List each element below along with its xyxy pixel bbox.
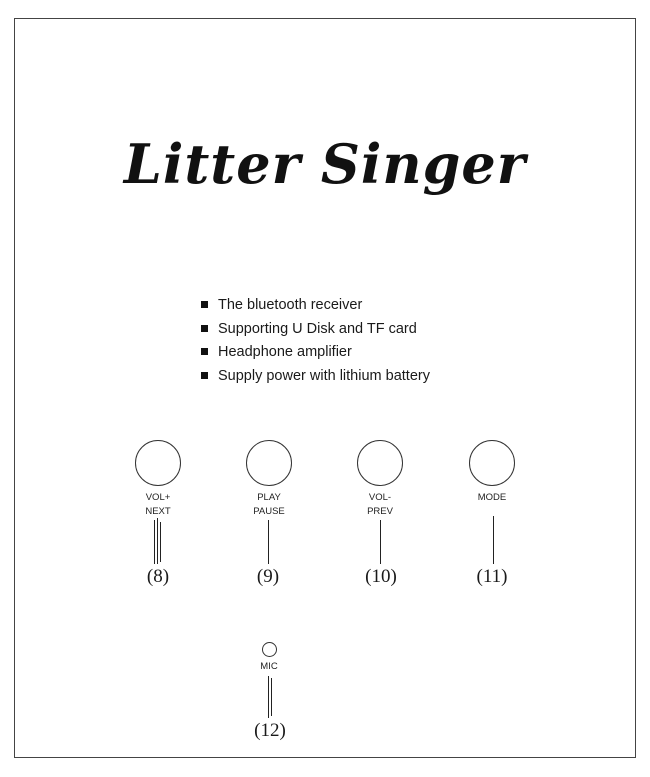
feature-list (201, 296, 430, 390)
play-label: PLAY (257, 492, 281, 503)
mode-button[interactable] (469, 440, 515, 486)
vol-minus-label: VOL- (368, 492, 392, 503)
callout-line-11 (493, 516, 494, 564)
callout-line-8c (160, 522, 161, 562)
feature-item: Supporting U Disk and TF card (201, 320, 430, 344)
next-label: NEXT (145, 506, 171, 517)
pause-label: PAUSE (253, 506, 285, 517)
callout-number-9: (9) (256, 566, 280, 587)
callout-number-12: (12) (254, 720, 286, 741)
callout-line-9 (268, 520, 269, 564)
vol-minus-prev-button[interactable] (357, 440, 403, 486)
callout-number-11: (11) (476, 566, 508, 587)
feature-item: The bluetooth receiver (201, 296, 430, 320)
callout-number-10: (10) (365, 566, 397, 587)
mode-label: MODE (477, 492, 507, 503)
vol-plus-label: VOL+ (145, 492, 171, 503)
feature-item: Headphone amplifier (201, 343, 430, 367)
vol-plus-next-button[interactable] (135, 440, 181, 486)
callout-line-12b (271, 678, 272, 716)
callout-number-8: (8) (146, 566, 170, 587)
feature-item: Supply power with lithium battery (201, 367, 430, 391)
mic-hole (262, 642, 277, 657)
callout-line-10 (380, 520, 381, 564)
play-pause-button[interactable] (246, 440, 292, 486)
callout-line-8 (154, 520, 155, 564)
prev-label: PREV (367, 506, 393, 517)
product-title: Litter Singer (123, 132, 527, 196)
callout-line-12 (268, 676, 269, 718)
mic-label: MIC (260, 661, 278, 672)
callout-line-8b (157, 518, 158, 564)
